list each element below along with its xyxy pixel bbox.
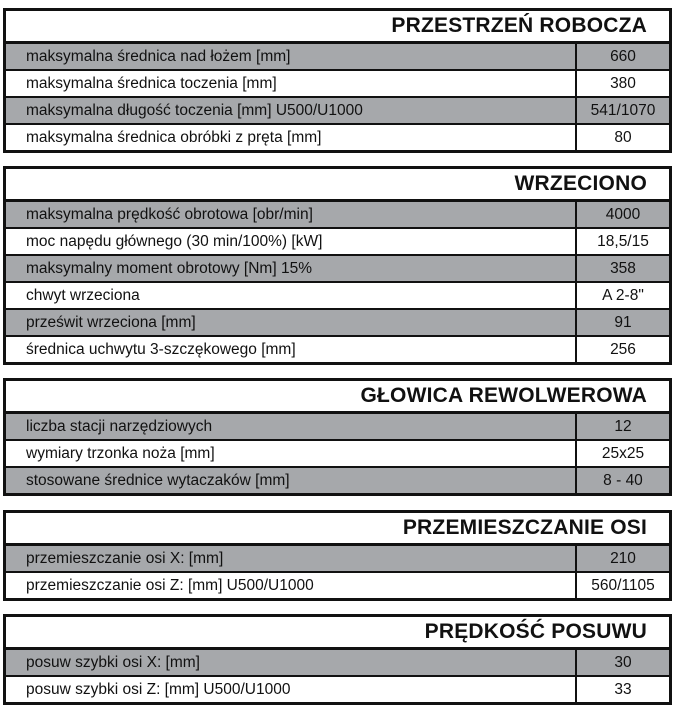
table-row	[6, 69, 669, 96]
row-label: maksymalna średnica obróbki z pręta [mm]	[6, 125, 577, 150]
table-row	[6, 335, 669, 362]
row-value: 560/1105	[577, 573, 669, 598]
row-value: 256	[577, 337, 669, 362]
section-title: PRZESTRZEŃ ROBOCZA	[6, 11, 669, 44]
row-value: 30	[577, 650, 669, 675]
row-label: chwyt wrzeciona	[6, 283, 577, 308]
table-row	[6, 254, 669, 281]
row-value: A 2-8"	[577, 283, 669, 308]
section-spindle	[3, 166, 672, 365]
row-value: 380	[577, 71, 669, 96]
row-label: wymiary trzonka noża [mm]	[6, 441, 577, 466]
row-value: 25x25	[577, 441, 669, 466]
section-title: PRZEMIESZCZANIE OSI	[6, 513, 669, 546]
table-row	[6, 281, 669, 308]
row-label: maksymalna średnica toczenia [mm]	[6, 71, 577, 96]
table-row	[6, 439, 669, 466]
section-title: PRĘDKOŚĆ POSUWU	[6, 617, 669, 650]
table-row	[6, 227, 669, 254]
section-title: WRZECIONO	[6, 169, 669, 202]
table-row	[6, 414, 669, 439]
row-value: 210	[577, 546, 669, 571]
section-title: GŁOWICA REWOLWEROWA	[6, 381, 669, 414]
row-value: 18,5/15	[577, 229, 669, 254]
row-value: 80	[577, 125, 669, 150]
row-value: 8 - 40	[577, 468, 669, 493]
row-value: 33	[577, 677, 669, 702]
row-value: 4000	[577, 202, 669, 227]
row-label: stosowane średnice wytaczaków [mm]	[6, 468, 577, 493]
section-axis-travel	[3, 510, 672, 601]
row-value: 541/1070	[577, 98, 669, 123]
row-value: 660	[577, 44, 669, 69]
table-row	[6, 466, 669, 493]
table-row	[6, 308, 669, 335]
row-label: maksymalny moment obrotowy [Nm] 15%	[6, 256, 577, 281]
row-label: maksymalna długość toczenia [mm] U500/U1000	[6, 98, 577, 123]
row-label: posuw szybki osi X: [mm]	[6, 650, 577, 675]
section-feed-rate	[3, 614, 672, 705]
row-label: posuw szybki osi Z: [mm] U500/U1000	[6, 677, 577, 702]
row-label: moc napędu głównego (30 min/100%) [kW]	[6, 229, 577, 254]
table-row	[6, 650, 669, 675]
row-value: 358	[577, 256, 669, 281]
row-label: prześwit wrzeciona [mm]	[6, 310, 577, 335]
row-value: 91	[577, 310, 669, 335]
row-value: 12	[577, 414, 669, 439]
section-workspace	[3, 8, 672, 153]
row-label: maksymalna prędkość obrotowa [obr/min]	[6, 202, 577, 227]
table-row	[6, 571, 669, 598]
table-row	[6, 546, 669, 571]
table-row	[6, 202, 669, 227]
table-row	[6, 44, 669, 69]
row-label: średnica uchwytu 3-szczękowego [mm]	[6, 337, 577, 362]
row-label: liczba stacji narzędziowych	[6, 414, 577, 439]
row-label: przemieszczanie osi Z: [mm] U500/U1000	[6, 573, 577, 598]
row-label: przemieszczanie osi X: [mm]	[6, 546, 577, 571]
table-row	[6, 96, 669, 123]
section-turret	[3, 378, 672, 496]
row-label: maksymalna średnica nad łożem [mm]	[6, 44, 577, 69]
table-row	[6, 675, 669, 702]
table-row	[6, 123, 669, 150]
